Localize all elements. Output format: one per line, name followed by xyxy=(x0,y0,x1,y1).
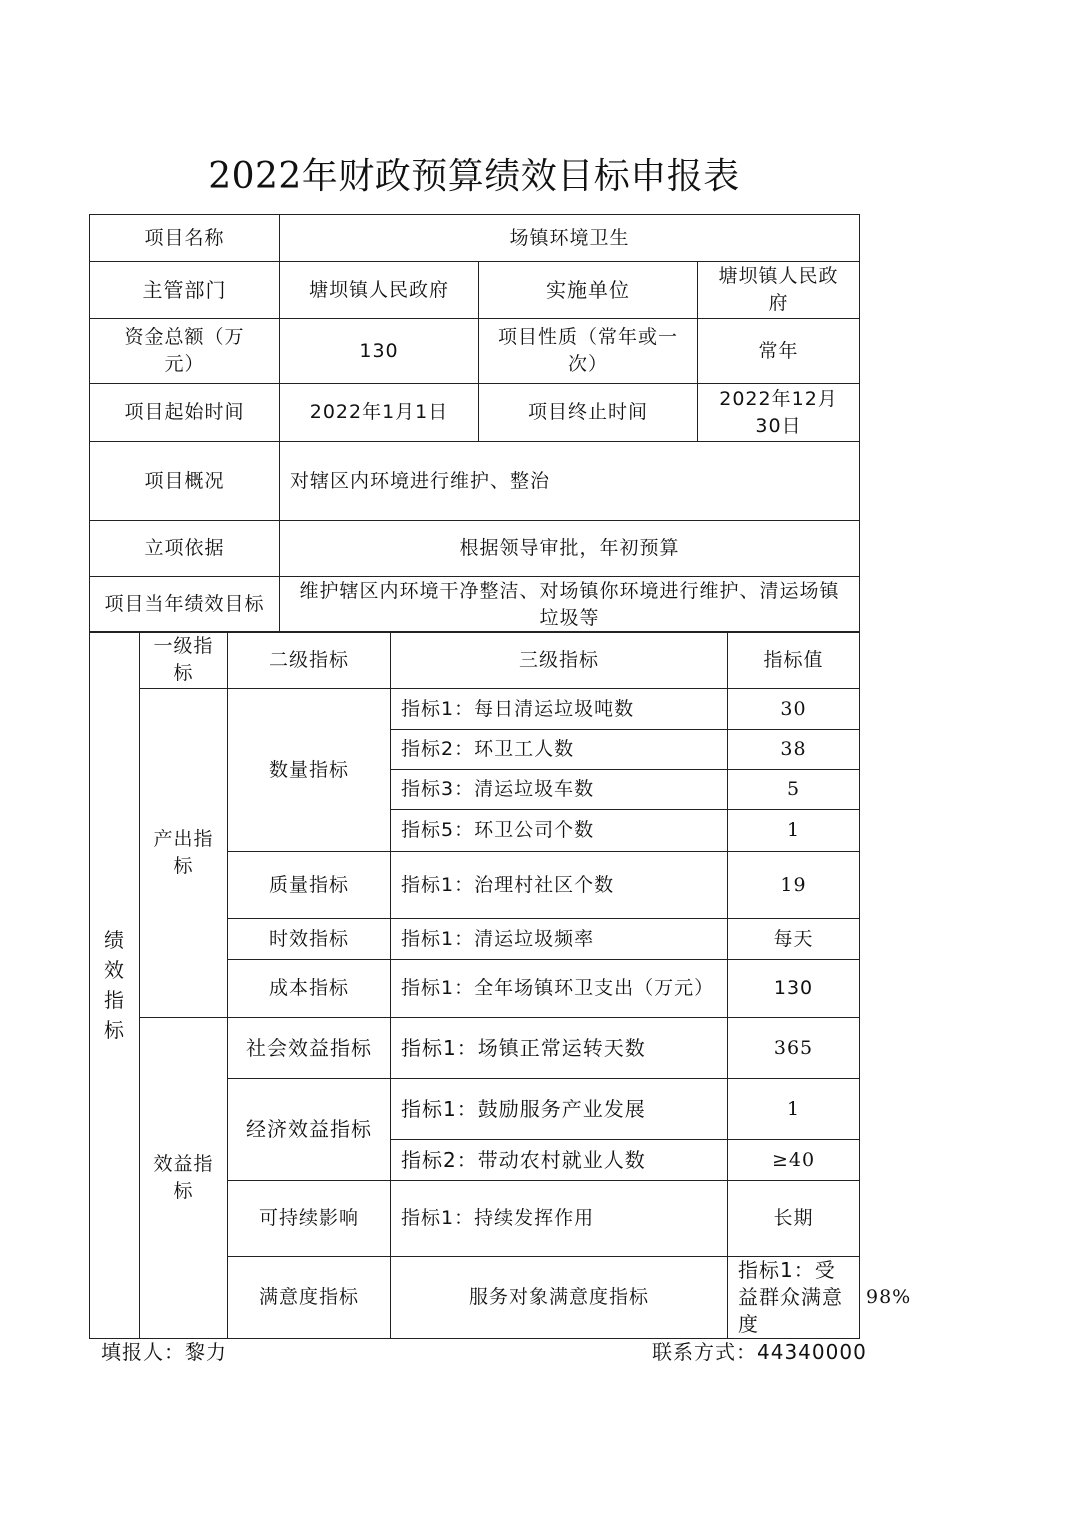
sustain-indicator-label: 可持续影响 xyxy=(228,1181,391,1257)
fund-value: 130 xyxy=(280,319,479,384)
project-name-label: 项目名称 xyxy=(90,215,280,262)
table-row xyxy=(90,521,860,577)
impl-label: 实施单位 xyxy=(479,262,698,319)
indicator-table xyxy=(89,631,912,1339)
service-indicator-label: 服务对象满意度指标 xyxy=(391,1257,728,1339)
table-row xyxy=(90,1018,860,1079)
satisfaction-indicator-label: 满意度指标 xyxy=(228,1257,391,1339)
indicator-name: 指标1：鼓励服务产业发展 xyxy=(391,1079,728,1140)
end-value: 2022年12月30日 xyxy=(698,384,860,442)
start-value: 2022年1月1日 xyxy=(280,384,479,442)
project-name-value: 场镇环境卫生 xyxy=(280,215,860,262)
contact-label: 联系方式：44340000 xyxy=(652,1340,867,1364)
dept-value: 塘坝镇人民政府 xyxy=(280,262,479,319)
table-row xyxy=(90,442,860,521)
header-level2: 二级指标 xyxy=(228,632,391,689)
indicator-value: 5 xyxy=(728,770,860,810)
nature-label: 项目性质（常年或一次） xyxy=(479,319,698,384)
quality-indicator-label: 质量指标 xyxy=(228,852,391,919)
indicator-name: 指标3：清运垃圾车数 xyxy=(391,770,728,810)
indicator-value: 30 xyxy=(728,689,860,730)
goal-value: 维护辖区内环境干净整洁、对场镇你环境进行维护、清运场镇垃圾等 xyxy=(280,577,860,633)
indicator-name: 指标1：场镇正常运转天数 xyxy=(391,1018,728,1079)
indicator-name: 指标5：环卫公司个数 xyxy=(391,810,728,852)
indicator-value: ≥40 xyxy=(728,1140,860,1181)
performance-side-label: 绩效指标 xyxy=(90,632,140,1339)
indicator-name: 指标1：清运垃圾频率 xyxy=(391,919,728,960)
indicator-value: 每天 xyxy=(728,919,860,960)
indicator-name: 指标1：全年场镇环卫支出（万元） xyxy=(391,960,728,1018)
table-row xyxy=(90,262,860,319)
dept-label: 主管部门 xyxy=(90,262,280,319)
table-row xyxy=(90,384,860,442)
indicator-name: 指标1：治理村社区个数 xyxy=(391,852,728,919)
table-row xyxy=(90,215,860,262)
header-value: 指标值 xyxy=(728,632,860,689)
cost-indicator-label: 成本指标 xyxy=(228,960,391,1018)
fund-label: 资金总额（万元） xyxy=(90,319,280,384)
project-info-table xyxy=(89,214,860,633)
table-row xyxy=(90,577,860,633)
table-row: 满意度指标 服务对象满意度指标 指标1：受益群众满意度 98% xyxy=(90,1257,860,1339)
page-title: 2022年财政预算绩效目标申报表 xyxy=(208,156,740,197)
goal-label: 项目当年绩效目标 xyxy=(90,577,280,633)
indicator-name: 指标2：带动农村就业人数 xyxy=(391,1140,728,1181)
indicator-value: 1 xyxy=(728,1079,860,1140)
nature-value: 常年 xyxy=(698,319,860,384)
overview-value: 对辖区内环境进行维护、整治 xyxy=(280,442,860,521)
indicator-value: 130 xyxy=(728,960,860,1018)
start-label: 项目起始时间 xyxy=(90,384,280,442)
table-row xyxy=(90,319,860,384)
basis-value: 根据领导审批，年初预算 xyxy=(280,521,860,577)
indicator-name: 指标1：受益群众满意度 xyxy=(728,1257,860,1339)
indicator-value: 19 xyxy=(728,852,860,919)
header-level1: 一级指标 xyxy=(140,632,228,689)
end-label: 项目终止时间 xyxy=(479,384,698,442)
quantity-indicator-label: 数量指标 xyxy=(228,689,391,852)
indicator-value: 长期 xyxy=(728,1181,860,1257)
indicator-value: 365 xyxy=(728,1018,860,1079)
header-level3: 三级指标 xyxy=(391,632,728,689)
indicator-value: 38 xyxy=(728,730,860,770)
table-row xyxy=(90,632,860,689)
timely-indicator-label: 时效指标 xyxy=(228,919,391,960)
impl-value: 塘坝镇人民政府 xyxy=(698,262,860,319)
basis-label: 立项依据 xyxy=(90,521,280,577)
indicator-name: 指标1：每日清运垃圾吨数 xyxy=(391,689,728,730)
social-indicator-label: 社会效益指标 xyxy=(228,1018,391,1079)
benefit-indicator-label: 效益指标 xyxy=(140,1018,228,1339)
indicator-name: 指标2：环卫工人数 xyxy=(391,730,728,770)
indicator-value: 1 xyxy=(728,810,860,852)
output-indicator-label: 产出指标 xyxy=(140,689,228,1018)
filler-label: 填报人：黎力 xyxy=(101,1340,227,1364)
econ-indicator-label: 经济效益指标 xyxy=(228,1079,391,1181)
overview-label: 项目概况 xyxy=(90,442,280,521)
indicator-name: 指标1：持续发挥作用 xyxy=(391,1181,728,1257)
table-row xyxy=(90,689,860,730)
